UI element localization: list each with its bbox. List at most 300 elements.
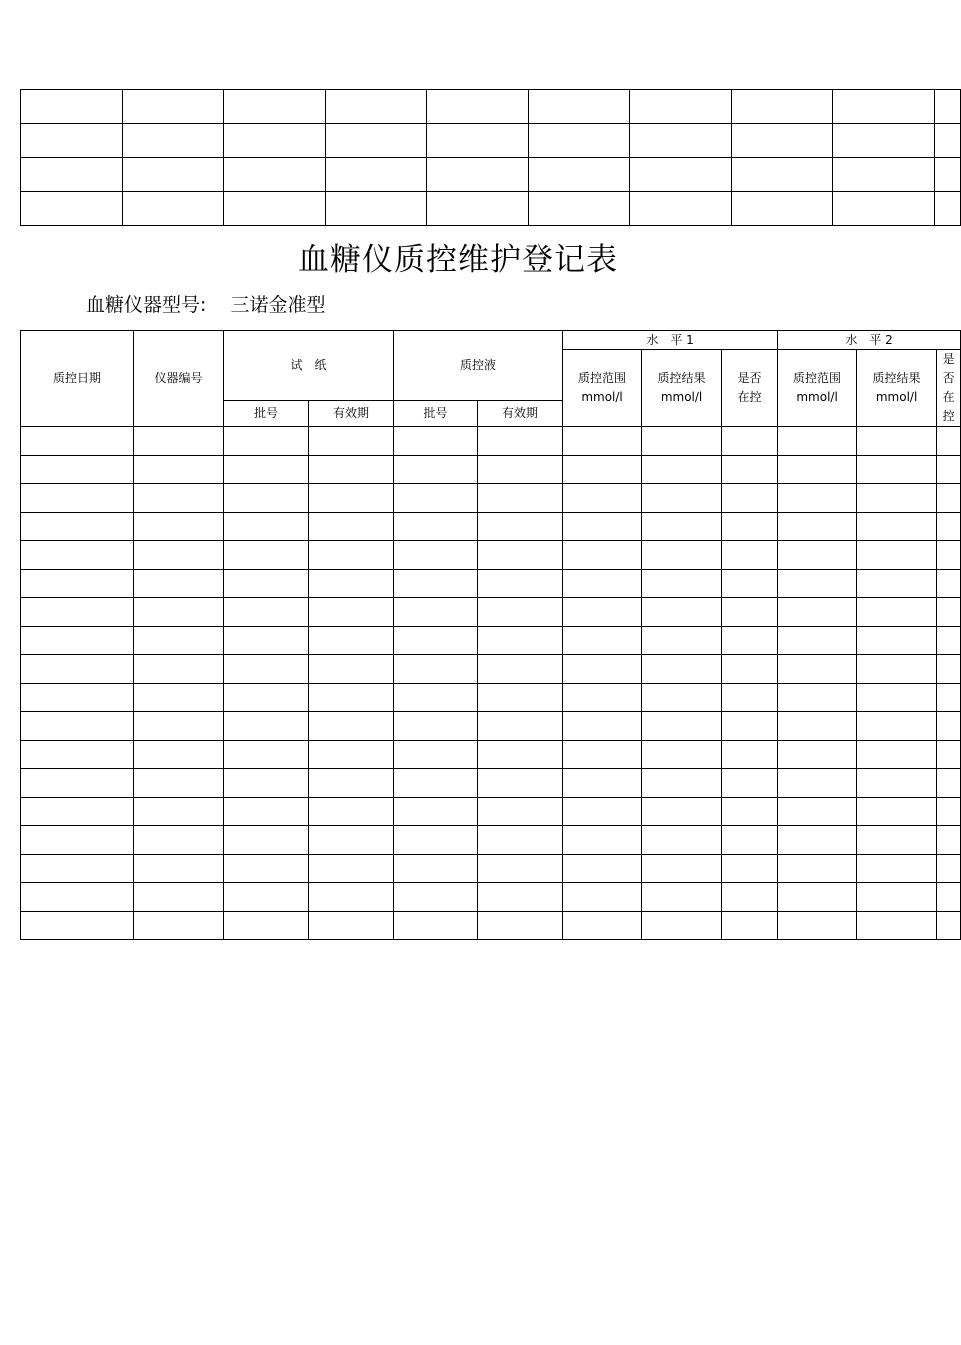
previous-table-cell bbox=[123, 192, 224, 226]
table-cell bbox=[478, 911, 563, 940]
previous-table-cell bbox=[21, 192, 123, 226]
table-cell bbox=[309, 598, 394, 627]
table-cell bbox=[394, 883, 478, 912]
table-cell bbox=[857, 854, 937, 883]
table-cell bbox=[937, 683, 961, 712]
previous-table-cell bbox=[935, 158, 961, 192]
previous-table-cell bbox=[630, 90, 732, 124]
table-cell bbox=[857, 797, 937, 826]
table-cell bbox=[563, 826, 642, 855]
header-l2-qc-result bbox=[857, 350, 937, 427]
table-cell bbox=[937, 883, 961, 912]
table-cell bbox=[394, 911, 478, 940]
table-cell bbox=[563, 484, 642, 513]
table-cell bbox=[778, 655, 857, 684]
table-cell bbox=[937, 826, 961, 855]
table-cell bbox=[937, 854, 961, 883]
table-cell bbox=[224, 854, 309, 883]
table-cell bbox=[778, 797, 857, 826]
header-test-strip: 试 纸 bbox=[224, 331, 394, 401]
table-row bbox=[21, 655, 961, 684]
table-cell bbox=[134, 655, 224, 684]
table-cell bbox=[309, 455, 394, 484]
table-row bbox=[21, 541, 961, 570]
table-cell bbox=[563, 712, 642, 741]
header-l1-qc-range bbox=[563, 350, 642, 427]
table-cell bbox=[394, 769, 478, 798]
table-cell bbox=[134, 541, 224, 570]
table-cell bbox=[722, 911, 778, 940]
table-cell bbox=[937, 569, 961, 598]
table-cell bbox=[857, 683, 937, 712]
previous-table-cell bbox=[833, 124, 935, 158]
table-cell bbox=[642, 683, 722, 712]
table-cell bbox=[937, 626, 961, 655]
table-cell bbox=[563, 598, 642, 627]
document-title: 血糖仪质控维护登记表 bbox=[298, 242, 618, 278]
table-cell bbox=[857, 541, 937, 570]
table-cell bbox=[134, 883, 224, 912]
table-cell bbox=[478, 455, 563, 484]
previous-table-cell bbox=[224, 158, 326, 192]
table-cell bbox=[394, 740, 478, 769]
table-cell bbox=[722, 626, 778, 655]
table-cell bbox=[642, 512, 722, 541]
table-cell bbox=[778, 683, 857, 712]
table-cell bbox=[478, 427, 563, 456]
table-cell bbox=[722, 740, 778, 769]
table-cell bbox=[857, 740, 937, 769]
table-cell bbox=[642, 911, 722, 940]
table-cell bbox=[134, 512, 224, 541]
table-cell bbox=[21, 683, 134, 712]
table-cell bbox=[309, 541, 394, 570]
table-cell bbox=[309, 826, 394, 855]
table-cell bbox=[778, 484, 857, 513]
previous-table-cell bbox=[935, 124, 961, 158]
table-cell bbox=[224, 683, 309, 712]
table-cell bbox=[778, 598, 857, 627]
device-model-value: 三诺金准型 bbox=[230, 294, 326, 316]
table-cell bbox=[937, 455, 961, 484]
previous-table-cell bbox=[935, 192, 961, 226]
table-cell bbox=[478, 797, 563, 826]
table-cell bbox=[309, 484, 394, 513]
previous-table-cell bbox=[529, 158, 630, 192]
table-cell bbox=[394, 455, 478, 484]
previous-table-cell bbox=[529, 90, 630, 124]
table-cell bbox=[134, 427, 224, 456]
table-cell bbox=[563, 541, 642, 570]
previous-table-cell bbox=[123, 124, 224, 158]
table-cell bbox=[478, 740, 563, 769]
previous-table-cell bbox=[21, 124, 123, 158]
table-cell bbox=[21, 911, 134, 940]
table-cell bbox=[778, 854, 857, 883]
table-cell bbox=[722, 769, 778, 798]
table-cell bbox=[563, 455, 642, 484]
table-cell bbox=[563, 883, 642, 912]
table-cell bbox=[642, 712, 722, 741]
table-cell bbox=[642, 455, 722, 484]
previous-table-row bbox=[21, 124, 961, 158]
table-cell bbox=[563, 569, 642, 598]
table-cell bbox=[224, 712, 309, 741]
previous-table-cell bbox=[224, 124, 326, 158]
table-cell bbox=[478, 626, 563, 655]
table-cell bbox=[394, 512, 478, 541]
qc-log-table bbox=[20, 330, 961, 940]
table-cell bbox=[722, 883, 778, 912]
table-row bbox=[21, 569, 961, 598]
table-cell bbox=[478, 541, 563, 570]
table-cell bbox=[21, 769, 134, 798]
table-cell bbox=[21, 655, 134, 684]
table-cell bbox=[722, 655, 778, 684]
table-row bbox=[21, 626, 961, 655]
table-cell bbox=[722, 683, 778, 712]
table-cell bbox=[778, 512, 857, 541]
table-cell bbox=[309, 769, 394, 798]
table-cell bbox=[937, 911, 961, 940]
table-cell bbox=[778, 541, 857, 570]
table-cell bbox=[722, 427, 778, 456]
previous-table-row bbox=[21, 192, 961, 226]
table-cell bbox=[563, 512, 642, 541]
header-l1-in-control-line2: 在控 bbox=[737, 390, 762, 404]
table-row bbox=[21, 598, 961, 627]
table-row bbox=[21, 911, 961, 940]
table-cell bbox=[857, 427, 937, 456]
table-cell bbox=[134, 569, 224, 598]
table-cell bbox=[134, 769, 224, 798]
table-cell bbox=[224, 541, 309, 570]
table-cell bbox=[394, 854, 478, 883]
table-cell bbox=[937, 427, 961, 456]
previous-table-row bbox=[21, 90, 961, 124]
table-cell bbox=[857, 484, 937, 513]
table-cell bbox=[478, 883, 563, 912]
table-cell bbox=[642, 854, 722, 883]
table-cell bbox=[394, 683, 478, 712]
previous-table-cell bbox=[326, 124, 427, 158]
table-cell bbox=[394, 598, 478, 627]
table-cell bbox=[134, 826, 224, 855]
table-cell bbox=[309, 911, 394, 940]
table-cell bbox=[21, 712, 134, 741]
previous-table-cell bbox=[427, 158, 529, 192]
previous-page-table bbox=[20, 89, 961, 226]
table-cell bbox=[722, 455, 778, 484]
table-cell bbox=[937, 797, 961, 826]
previous-table-cell bbox=[833, 90, 935, 124]
header-l1-in-control-line1: 是否 bbox=[737, 371, 762, 385]
table-cell bbox=[722, 826, 778, 855]
table-cell bbox=[134, 854, 224, 883]
table-cell bbox=[778, 427, 857, 456]
table-cell bbox=[478, 769, 563, 798]
table-cell bbox=[722, 484, 778, 513]
header-l2-qc-range-unit: mmol/l bbox=[796, 390, 838, 404]
table-cell bbox=[478, 598, 563, 627]
table-cell bbox=[778, 712, 857, 741]
table-cell bbox=[394, 797, 478, 826]
table-cell bbox=[642, 598, 722, 627]
header-qc-date: 质控日期 bbox=[21, 331, 134, 427]
table-cell bbox=[778, 826, 857, 855]
table-cell bbox=[394, 826, 478, 855]
table-cell bbox=[309, 512, 394, 541]
previous-table-cell bbox=[529, 192, 630, 226]
previous-table-cell bbox=[732, 90, 833, 124]
table-cell bbox=[309, 626, 394, 655]
table-cell bbox=[224, 826, 309, 855]
table-cell bbox=[857, 883, 937, 912]
table-cell bbox=[224, 598, 309, 627]
table-cell bbox=[134, 598, 224, 627]
table-cell bbox=[778, 626, 857, 655]
header-strip-expiry: 有效期 bbox=[309, 401, 394, 427]
table-cell bbox=[478, 854, 563, 883]
table-cell bbox=[642, 740, 722, 769]
table-cell bbox=[21, 484, 134, 513]
table-cell bbox=[134, 712, 224, 741]
table-cell bbox=[857, 569, 937, 598]
device-model-label: 血糖仪器型号: bbox=[86, 294, 207, 316]
previous-table-cell bbox=[21, 90, 123, 124]
table-cell bbox=[857, 455, 937, 484]
header-l1-qc-result bbox=[642, 350, 722, 427]
device-model-line bbox=[86, 290, 325, 317]
table-cell bbox=[309, 712, 394, 741]
table-cell bbox=[21, 512, 134, 541]
table-cell bbox=[937, 541, 961, 570]
header-l2-qc-range bbox=[778, 350, 857, 427]
table-cell bbox=[224, 797, 309, 826]
table-cell bbox=[224, 769, 309, 798]
table-row bbox=[21, 712, 961, 741]
previous-table-cell bbox=[630, 124, 732, 158]
table-cell bbox=[642, 626, 722, 655]
header-liquid-batch: 批号 bbox=[394, 401, 478, 427]
header-l2-qc-result-unit: mmol/l bbox=[875, 390, 918, 404]
table-cell bbox=[394, 484, 478, 513]
table-cell bbox=[224, 569, 309, 598]
table-cell bbox=[309, 883, 394, 912]
previous-table-cell bbox=[123, 158, 224, 192]
previous-table-cell bbox=[732, 124, 833, 158]
header-l1-qc-result-text: 质控结果 bbox=[657, 371, 706, 385]
table-cell bbox=[21, 883, 134, 912]
previous-table-cell bbox=[427, 192, 529, 226]
table-row bbox=[21, 512, 961, 541]
table-cell bbox=[857, 911, 937, 940]
table-cell bbox=[309, 740, 394, 769]
previous-table-cell bbox=[833, 158, 935, 192]
table-cell bbox=[309, 569, 394, 598]
table-cell bbox=[21, 854, 134, 883]
table-cell bbox=[563, 740, 642, 769]
table-cell bbox=[224, 427, 309, 456]
table-cell bbox=[394, 655, 478, 684]
table-cell bbox=[134, 683, 224, 712]
table-cell bbox=[563, 911, 642, 940]
header-l2-qc-result-text: 质控结果 bbox=[872, 371, 921, 385]
table-cell bbox=[309, 854, 394, 883]
table-cell bbox=[21, 541, 134, 570]
table-cell bbox=[722, 598, 778, 627]
table-cell bbox=[937, 769, 961, 798]
previous-table-cell bbox=[427, 90, 529, 124]
header-l2-in-control-line1: 是否 bbox=[942, 352, 955, 385]
table-cell bbox=[857, 769, 937, 798]
table-row bbox=[21, 427, 961, 456]
table-cell bbox=[563, 655, 642, 684]
table-cell bbox=[722, 512, 778, 541]
table-cell bbox=[21, 569, 134, 598]
previous-table-cell bbox=[326, 90, 427, 124]
previous-table-cell bbox=[732, 158, 833, 192]
table-cell bbox=[21, 740, 134, 769]
previous-table-cell bbox=[427, 124, 529, 158]
previous-table-cell bbox=[224, 192, 326, 226]
table-cell bbox=[642, 769, 722, 798]
table-cell bbox=[478, 683, 563, 712]
table-row bbox=[21, 854, 961, 883]
table-cell bbox=[563, 854, 642, 883]
table-cell bbox=[563, 427, 642, 456]
table-cell bbox=[394, 427, 478, 456]
table-cell bbox=[224, 655, 309, 684]
table-cell bbox=[309, 655, 394, 684]
table-cell bbox=[478, 826, 563, 855]
table-cell bbox=[134, 797, 224, 826]
table-cell bbox=[722, 541, 778, 570]
table-cell bbox=[21, 626, 134, 655]
table-cell bbox=[21, 797, 134, 826]
table-cell bbox=[394, 626, 478, 655]
table-cell bbox=[722, 854, 778, 883]
header-level-2: 水 平 2 bbox=[778, 331, 961, 350]
table-cell bbox=[563, 769, 642, 798]
previous-table-cell bbox=[935, 90, 961, 124]
table-cell bbox=[478, 712, 563, 741]
previous-table-cell bbox=[630, 158, 732, 192]
table-cell bbox=[309, 683, 394, 712]
table-cell bbox=[937, 712, 961, 741]
previous-table-cell bbox=[224, 90, 326, 124]
table-cell bbox=[134, 484, 224, 513]
table-cell bbox=[937, 598, 961, 627]
table-cell bbox=[309, 797, 394, 826]
table-cell bbox=[21, 826, 134, 855]
table-cell bbox=[857, 512, 937, 541]
table-cell bbox=[478, 484, 563, 513]
header-l2-in-control-line2: 在控 bbox=[942, 390, 955, 423]
table-cell bbox=[309, 427, 394, 456]
table-cell bbox=[224, 455, 309, 484]
table-cell bbox=[778, 740, 857, 769]
table-cell bbox=[857, 598, 937, 627]
table-row bbox=[21, 883, 961, 912]
table-cell bbox=[642, 484, 722, 513]
table-cell bbox=[642, 655, 722, 684]
table-cell bbox=[563, 797, 642, 826]
table-cell bbox=[21, 598, 134, 627]
previous-table-cell bbox=[123, 90, 224, 124]
previous-table-cell bbox=[529, 124, 630, 158]
table-cell bbox=[224, 740, 309, 769]
table-cell bbox=[563, 683, 642, 712]
table-cell bbox=[134, 455, 224, 484]
previous-table-row bbox=[21, 158, 961, 192]
header-liquid-expiry: 有效期 bbox=[478, 401, 563, 427]
table-cell bbox=[478, 655, 563, 684]
previous-table-cell bbox=[732, 192, 833, 226]
header-strip-batch: 批号 bbox=[224, 401, 309, 427]
table-row bbox=[21, 797, 961, 826]
previous-table-cell bbox=[326, 158, 427, 192]
table-cell bbox=[857, 626, 937, 655]
table-cell bbox=[778, 769, 857, 798]
table-cell bbox=[778, 911, 857, 940]
table-cell bbox=[722, 797, 778, 826]
table-cell bbox=[21, 427, 134, 456]
table-cell bbox=[21, 455, 134, 484]
table-cell bbox=[563, 626, 642, 655]
table-cell bbox=[134, 626, 224, 655]
header-device-no: 仪器编号 bbox=[134, 331, 224, 427]
table-cell bbox=[642, 541, 722, 570]
table-row bbox=[21, 769, 961, 798]
table-cell bbox=[778, 883, 857, 912]
table-cell bbox=[937, 512, 961, 541]
table-row bbox=[21, 826, 961, 855]
table-row bbox=[21, 740, 961, 769]
previous-table-cell bbox=[326, 192, 427, 226]
table-cell bbox=[857, 712, 937, 741]
header-l2-qc-range-text: 质控范围 bbox=[793, 371, 842, 385]
table-cell bbox=[224, 512, 309, 541]
table-cell bbox=[478, 569, 563, 598]
table-cell bbox=[642, 883, 722, 912]
previous-table-cell bbox=[21, 158, 123, 192]
table-cell bbox=[224, 883, 309, 912]
table-row bbox=[21, 484, 961, 513]
table-cell bbox=[937, 740, 961, 769]
table-cell bbox=[937, 655, 961, 684]
table-cell bbox=[778, 569, 857, 598]
table-row bbox=[21, 683, 961, 712]
header-l2-in-control bbox=[937, 350, 961, 427]
header-l1-qc-range-unit: mmol/l bbox=[581, 390, 623, 404]
table-cell bbox=[722, 569, 778, 598]
header-qc-liquid: 质控液 bbox=[394, 331, 563, 401]
table-cell bbox=[224, 484, 309, 513]
table-cell bbox=[722, 712, 778, 741]
table-cell bbox=[778, 455, 857, 484]
table-cell bbox=[394, 541, 478, 570]
table-cell bbox=[224, 911, 309, 940]
table-cell bbox=[642, 797, 722, 826]
table-cell bbox=[857, 655, 937, 684]
header-l1-qc-result-unit: mmol/l bbox=[660, 390, 703, 404]
header-level-1: 水 平 1 bbox=[563, 331, 778, 350]
table-cell bbox=[224, 626, 309, 655]
table-cell bbox=[134, 911, 224, 940]
table-cell bbox=[642, 427, 722, 456]
table-cell bbox=[642, 826, 722, 855]
